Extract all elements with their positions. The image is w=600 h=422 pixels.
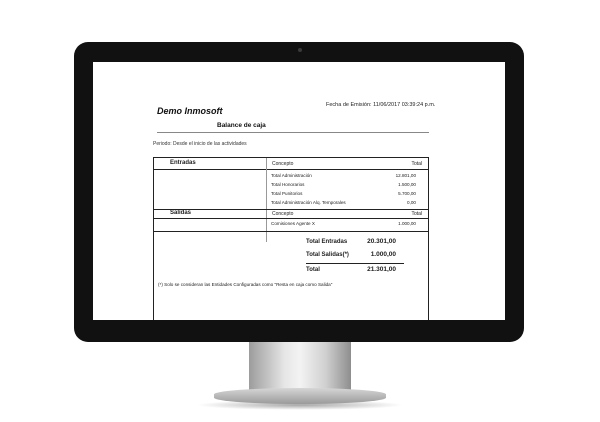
company-name: Demo Inmosoft xyxy=(157,106,223,116)
salidas-row-total: 1.000,00 xyxy=(398,221,416,226)
title-divider xyxy=(157,132,429,133)
summary-salidas-label: Total Salidas(*) xyxy=(306,252,349,258)
summary-total-label: Total xyxy=(306,267,320,273)
entradas-concept-header: Concepto xyxy=(272,161,294,167)
entradas-row-concept: Total Administración Alq. Temporales xyxy=(271,200,346,205)
summary-entradas-label: Total Entradas xyxy=(306,239,348,245)
entradas-column-divider xyxy=(266,158,267,242)
monitor-stand-base xyxy=(214,388,386,404)
summary-entradas-value: 20.301,00 xyxy=(367,238,396,245)
salidas-section-label: Salidas xyxy=(170,210,192,216)
camera-icon xyxy=(298,48,302,52)
balance-table xyxy=(153,157,429,320)
entradas-row-concept: Total Honorarios xyxy=(271,182,305,187)
entradas-row-total: 12.801,00 xyxy=(395,173,416,178)
monitor-bezel xyxy=(74,42,524,342)
report-title: Balance de caja xyxy=(217,122,266,129)
entradas-total-header: Total xyxy=(411,161,422,167)
footnote: (*) Solo se consideran las Entidades Configuradas como "Resta en caja como Salida" xyxy=(158,282,333,287)
entradas-row-total: 5.700,00 xyxy=(398,191,416,196)
salidas-top-divider xyxy=(154,209,428,210)
emission-date: Fecha de Emisión: 11/06/2017 03:39:24 p.m. xyxy=(326,102,436,108)
entradas-section-label: Entradas xyxy=(170,160,196,166)
salidas-header-divider xyxy=(154,218,428,219)
salidas-bottom-divider xyxy=(154,231,428,232)
summary-divider xyxy=(306,263,404,264)
salidas-total-header: Total xyxy=(411,211,422,217)
entradas-header-divider xyxy=(154,169,428,170)
report-period: Periodo: Desde el inicio de las actividades xyxy=(153,141,247,147)
summary-salidas-value: 1.000,00 xyxy=(370,251,396,258)
salidas-row-concept: Comisiones Agente X xyxy=(271,221,315,226)
entradas-row-total: 1.500,00 xyxy=(398,182,416,187)
screen xyxy=(93,62,505,320)
entradas-row-concept: Total Punitorios xyxy=(271,191,303,196)
entradas-row-concept: Total Administración xyxy=(271,173,312,178)
summary-total-value: 21.301,00 xyxy=(367,266,396,273)
monitor-stand-neck xyxy=(249,342,351,392)
entradas-row-total: 0,00 xyxy=(407,200,416,205)
salidas-concept-header: Concepto xyxy=(272,211,294,217)
